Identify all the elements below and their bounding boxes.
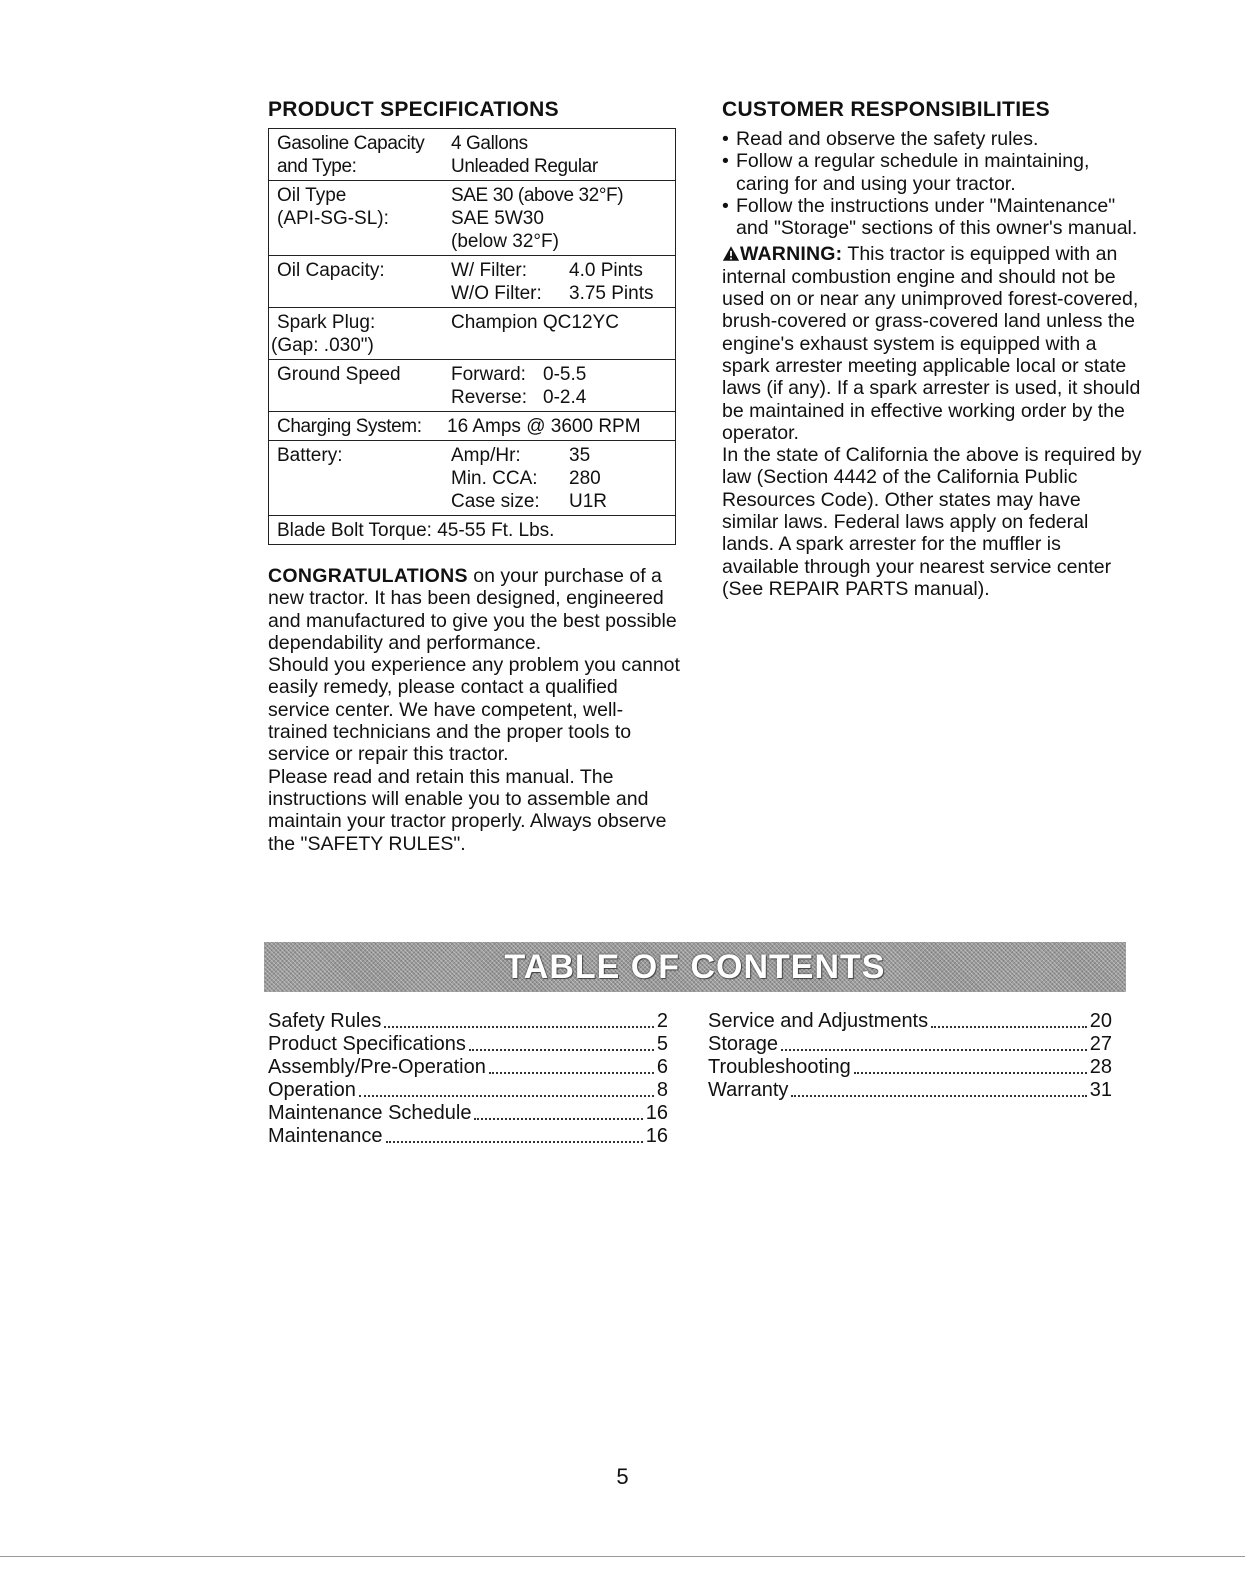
spec-label: (Gap: .030"): [271, 335, 374, 356]
spec-label: Battery:: [277, 445, 343, 466]
warning-triangle-icon: [722, 245, 740, 262]
toc-item-troubleshooting[interactable]: Troubleshooting 28: [708, 1056, 1112, 1078]
spec-key: W/O Filter:: [451, 283, 542, 304]
congrats-p1: on your purchase of a new tractor. It has been designed, engineered and manufactured to give you the best possible dependability and performance.: [268, 565, 677, 654]
spec-row-battery: [269, 441, 676, 516]
spec-label: (API-SG-SL):: [277, 208, 389, 229]
list-item: • Read and observe the safety rules.: [722, 128, 1142, 150]
spec-key: Case size:: [451, 491, 540, 512]
spec-row-spark-plug: [269, 308, 676, 360]
specs-title: PRODUCT SPECIFICATIONS: [268, 98, 559, 121]
list-item: • Follow the instructions under "Maintenance" and "Storage" sections of this owner's manual.: [722, 195, 1142, 240]
page-number: 5: [616, 1464, 629, 1489]
bottom-rule: [0, 1556, 1245, 1557]
congrats-p3: Please read and retain this manual. The instructions will enable you to assemble and maintain your tractor properly. Always observe the "SAFETY RULES".: [268, 765, 667, 855]
warning-block: [722, 243, 1142, 600]
toc-right-column: [708, 1010, 1112, 1102]
spec-key: Forward:: [451, 364, 526, 385]
toc-banner: [264, 942, 1126, 992]
toc-title: TABLE OF CONTENTS: [504, 947, 886, 986]
spec-value: 0-2.4: [543, 387, 587, 408]
spec-value: 3.75 Pints: [569, 283, 654, 304]
spec-label: Oil Capacity:: [277, 260, 385, 281]
spec-row-charging: [269, 412, 676, 441]
warning-label: WARNING:: [740, 243, 843, 266]
list-item: • Follow a regular schedule in maintaining, caring for and using your tractor.: [722, 150, 1142, 195]
toc-item-storage[interactable]: Storage 27: [708, 1033, 1112, 1055]
right-column: [722, 98, 1142, 600]
toc-item-maintenance-schedule[interactable]: Maintenance Schedule 16: [268, 1102, 668, 1124]
spec-row-gasoline: [269, 129, 676, 181]
spec-label: Oil Type: [277, 185, 347, 206]
toc-item-product-specifications[interactable]: Product Specifications 5: [268, 1033, 668, 1055]
spec-label: Charging System:: [277, 416, 422, 437]
spec-row-oil-type: [269, 181, 676, 256]
toc-item-maintenance[interactable]: Maintenance 16: [268, 1125, 668, 1147]
spec-row-ground-speed: [269, 360, 676, 412]
spec-value: Champion QC12YC: [451, 312, 619, 333]
toc-left-column: [268, 1010, 668, 1148]
warning-text: This tractor is equipped with an internal combustion engine and should not be used on or near any unimproved forest-covered, brush-covered or grass-covered land unless the engine's exhaust system is equipped with a spark arrester meeting applicable local or state laws (if any). If a spark arrester is used, it should be maintained in effective working order by the operator.: [722, 243, 1141, 444]
customer-title: CUSTOMER RESPONSIBILITIES: [722, 98, 1050, 121]
california-text: In the state of California the above is required by law (Section 4442 of the California Public Resources Code). Other states may have similar laws. Federal laws apply on federal lands. A spark arrester for the muffler is available through your nearest service center (See REPAIR PARTS manual).: [722, 444, 1142, 600]
spec-label: and Type:: [277, 156, 357, 177]
specs-table: [268, 128, 676, 545]
toc-item-warranty[interactable]: Warranty 31: [708, 1079, 1112, 1101]
spec-label: Gasoline Capacity: [277, 133, 425, 154]
spec-value: Blade Bolt Torque: 45-55 Ft. Lbs.: [277, 520, 555, 541]
congrats-paragraph: [268, 565, 680, 654]
spec-value: 0-5.5: [543, 364, 587, 385]
spec-value: SAE 30 (above 32°F): [451, 185, 624, 206]
toc-item-safety-rules[interactable]: Safety Rules 2: [268, 1010, 668, 1032]
spec-key: Min. CCA:: [451, 468, 538, 489]
toc-item-operation[interactable]: Operation 8: [268, 1079, 668, 1101]
toc-item-assembly[interactable]: Assembly/Pre-Operation 6: [268, 1056, 668, 1078]
spec-key: W/ Filter:: [451, 260, 527, 281]
congrats-p2: Should you experience any problem you cannot easily remedy, please contact a qualified service center. We have competent, well-trained technicians and the proper tools to service or repair this tractor.: [268, 654, 680, 766]
left-column: [268, 98, 680, 855]
spec-key: Amp/Hr:: [451, 445, 521, 466]
spec-row-oil-capacity: [269, 256, 676, 308]
spec-value: 4 Gallons: [451, 133, 528, 154]
spec-label: Ground Speed: [277, 364, 401, 385]
spec-value: SAE 5W30: [451, 208, 544, 229]
toc-item-service-adjustments[interactable]: Service and Adjustments 20: [708, 1010, 1112, 1032]
spec-key: Reverse:: [451, 387, 528, 408]
spec-value: 4.0 Pints: [569, 260, 643, 281]
responsibility-list: [722, 128, 1142, 239]
spec-value: 280: [569, 468, 601, 489]
spec-value: 35: [569, 445, 591, 466]
congratulations-text: [268, 565, 680, 855]
spec-label: Spark Plug:: [277, 312, 376, 333]
spec-value: 16 Amps @ 3600 RPM: [447, 416, 641, 437]
spec-value: Unleaded Regular: [451, 156, 598, 177]
spec-value: U1R: [569, 491, 608, 512]
congrats-lead: CONGRATULATIONS: [268, 565, 468, 587]
spec-value: (below 32°F): [451, 231, 559, 252]
spec-row-blade-bolt: [269, 516, 676, 545]
